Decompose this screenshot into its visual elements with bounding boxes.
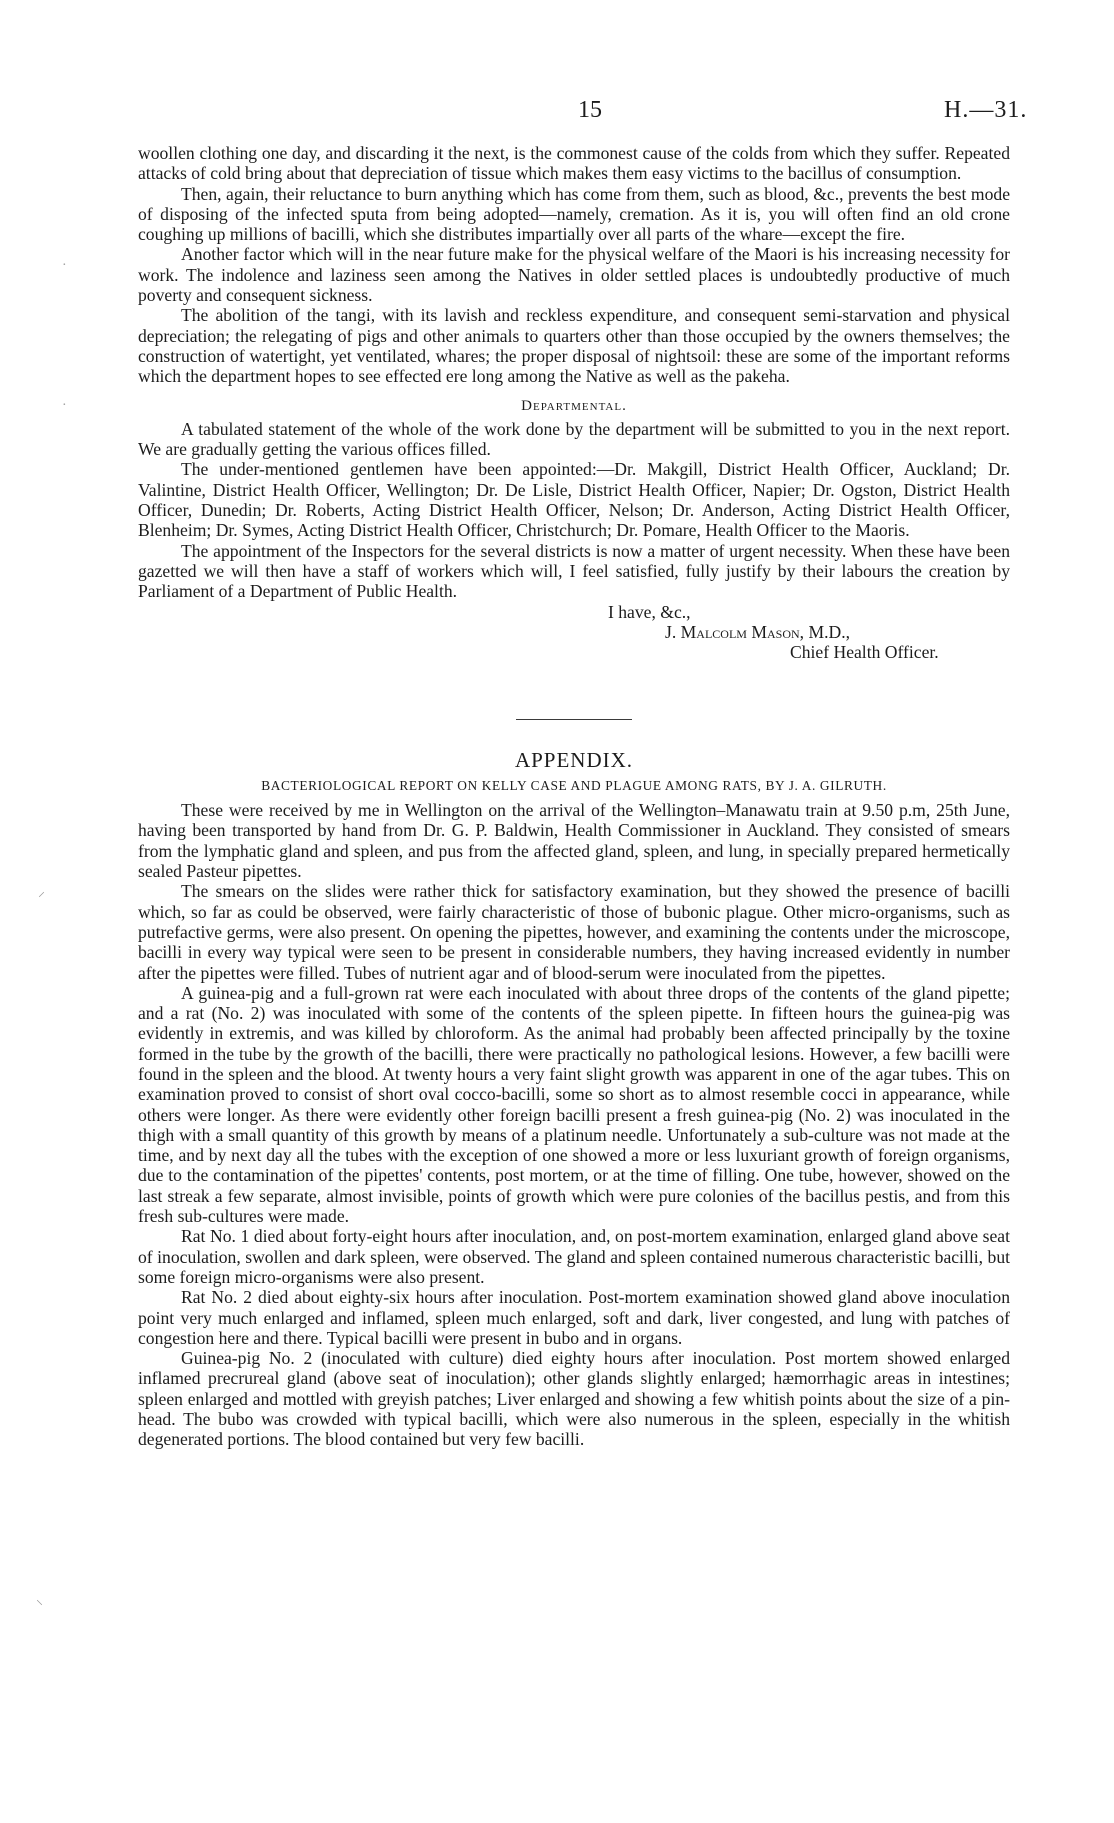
appendix-subtitle: BACTERIOLOGICAL REPORT ON KELLY CASE AND PLAGUE AMONG RATS, BY J. A. GILRUTH.	[261, 777, 887, 793]
appendix-paragraph: A guinea-pig and a full-grown rat were each inoculated with about three drops of the contents of the gland pipette; and a rat (No. 2) was inoculated with some of the contents of the spleen pipette. In fifteen hours the guinea-pig was evidently in extremis, and was killed by chloroform. As the animal had probably been affected principally by the toxine formed in the tube by the growth of the bacilli, there were practically no pathological lesions. However, a few bacilli were found in the spleen and the blood. At twenty hours a very faint slight growth was apparent in one of the agar tubes. This on examination proved to consist of short oval cocco-bacilli, some so short as to almost resemble cocci in appearance, while others were longer. As there were evidently other foreign bacilli present a fresh guinea-pig (No. 2) was inoculated in the thigh with a small quantity of this growth by means of a platinum needle. Unfortunately a sub-culture was not made at the time, and by next day all the tubes with the exception of one showed a more or less luxuriant growth of foreign organisms, due to the contamination of the pipettes' contents, post mortem, or at the time of filling. One tube, however, showed on the last streak a few separate, almost invisible, points of growth which were pure colonies of the bacillus pestis, and from this fresh sub-cultures were made.	[138, 982, 1010, 1227]
body-paragraph: A tabulated statement of the whole of the work done by the department will be submitted to you in the next report. We are gradually getting the various offices filled.	[138, 418, 1010, 460]
body-paragraph: The under-mentioned gentlemen have been appointed:—Dr. Makgill, District Health Officer, Auckland; Dr. Valintine, District Health Officer, Wellington; Dr. De Lisle, District Health Officer, Napier; Dr. Ogston, District Health Officer, Dunedin; Dr. Roberts, Acting District Health Officer, Nelson; Dr. Anderson, Acting District Health Officer, Blenheim; Dr. Symes, Acting District Health Officer, Christchurch; Dr. Pomare, Health Officer to the Maoris.	[138, 459, 1010, 541]
signature-name: J. Malcolm Mason, M.D.,	[665, 621, 851, 642]
appendix-paragraph: These were received by me in Wellington on the arrival of the Wellington–Manawatu train at 9.50 p.m, 25th June, having been transported by hand from Dr. G. P. Baldwin, Health Commissioner in Auckland. They consisted of smears from the lymphatic gland and spleen, and pus from the affected gland, spleen, and lung, in specially prepared hermetically sealed Pasteur pipettes.	[138, 800, 1010, 882]
section-divider	[516, 719, 632, 720]
signature-title: Chief Health Officer.	[790, 641, 939, 662]
signature-closing: I have, &c.,	[608, 601, 691, 622]
appendix-paragraph: Rat No. 2 died about eighty-six hours after inoculation. Post-mortem examination showed gland above inoculation point very much enlarged and inflamed, spleen much enlarged, soft and dark, liver congested, and lung with patches of congestion here and there. Typical bacilli were present in bubo and in organs.	[138, 1287, 1010, 1348]
appendix-title: APPENDIX.	[514, 747, 634, 772]
document-reference: H.—31.	[944, 97, 1028, 123]
body-paragraph: The appointment of the Inspectors for the several districts is now a matter of urgent necessity. When these have been gazetted we will then have a staff of workers which will, I feel satisfied, fully justify by their labours the creation by Parliament of a Department of Public Health.	[138, 540, 1010, 602]
margin-mark: ⸝	[38, 885, 45, 900]
margin-mark: ⸜	[36, 1593, 43, 1608]
appendix-paragraph: The smears on the slides were rather thick for satisfactory examination, but they showed the presence of bacilli which, so far as could be observed, were fairly characteristic of those of bubonic plague. Other micro-organisms, such as putrefactive germs, were also present. On opening the pipettes, however, and examining the contents under the microscope, bacilli in every way typical were seen to be present in considerable numbers, they having increased evidently in number after the pipettes were filled. Tubes of nutrient agar and of blood-serum were inoculated from the pipettes.	[138, 881, 1010, 983]
appendix-paragraph: Rat No. 1 died about forty-eight hours after inoculation, and, on post-mortem examination, enlarged gland above seat of inoculation, swollen and dark spleen, were observed. The gland and spleen contained numerous characteristic bacilli, but some foreign micro-organisms were also present.	[138, 1226, 1010, 1287]
page-number: 15	[578, 97, 602, 123]
document-body	[138, 143, 1010, 1450]
body-paragraph: woollen clothing one day, and discarding it the next, is the commonest cause of the colds from which they suffer. Repeated attacks of cold bring about that depreciation of tissue which makes them easy victims to the bacillus of consumption.	[138, 143, 1010, 184]
section-heading-departmental: Departmental.	[521, 397, 627, 414]
signature-block	[138, 602, 1010, 683]
appendix-paragraph: Guinea-pig No. 2 (inoculated with culture) died eighty hours after inoculation. Post mortem showed enlarged inflamed precrureal gland (above seat of inoculation); other glands slightly enlarged; hæmorrhagic areas in intestines; spleen enlarged and mottled with greyish patches; Liver enlarged and showing a few whitish points about the size of a pin-head. The bubo was crowded with typical bacilli, which were also numerous in the spleen, especially in the whitish degenerated portions. The blood contained but very few bacilli.	[138, 1348, 1010, 1450]
body-paragraph: Another factor which will in the near future make for the physical welfare of the Maori is his increasing necessity for work. The indolence and laziness seen among the Natives in older settled places is undoubtedly productive of much poverty and consequent sickness.	[138, 244, 1010, 306]
body-paragraph: Then, again, their reluctance to burn anything which has come from them, such as blood, &c., prevents the best mode of disposing of the infected sputa from being adopted—namely, cremation. As it is, you will often find an old crone coughing up millions of bacilli, which she distributes impartially over all parts of the whare—except the fire.	[138, 183, 1010, 245]
body-paragraph: The abolition of the tangi, with its lavish and reckless expenditure, and consequent semi-starvation and physical depreciation; the relegating of pigs and other animals to quarters other than those occupied by the owners themselves; the construction of watertight, yet ventilated, whares; the proper disposal of nightsoil: these are some of the important reforms which the department hopes to see effected ere long among the Native as well as the pakeha.	[138, 305, 1010, 387]
margin-mark: ·	[62, 398, 67, 413]
margin-mark: ·	[62, 258, 67, 273]
